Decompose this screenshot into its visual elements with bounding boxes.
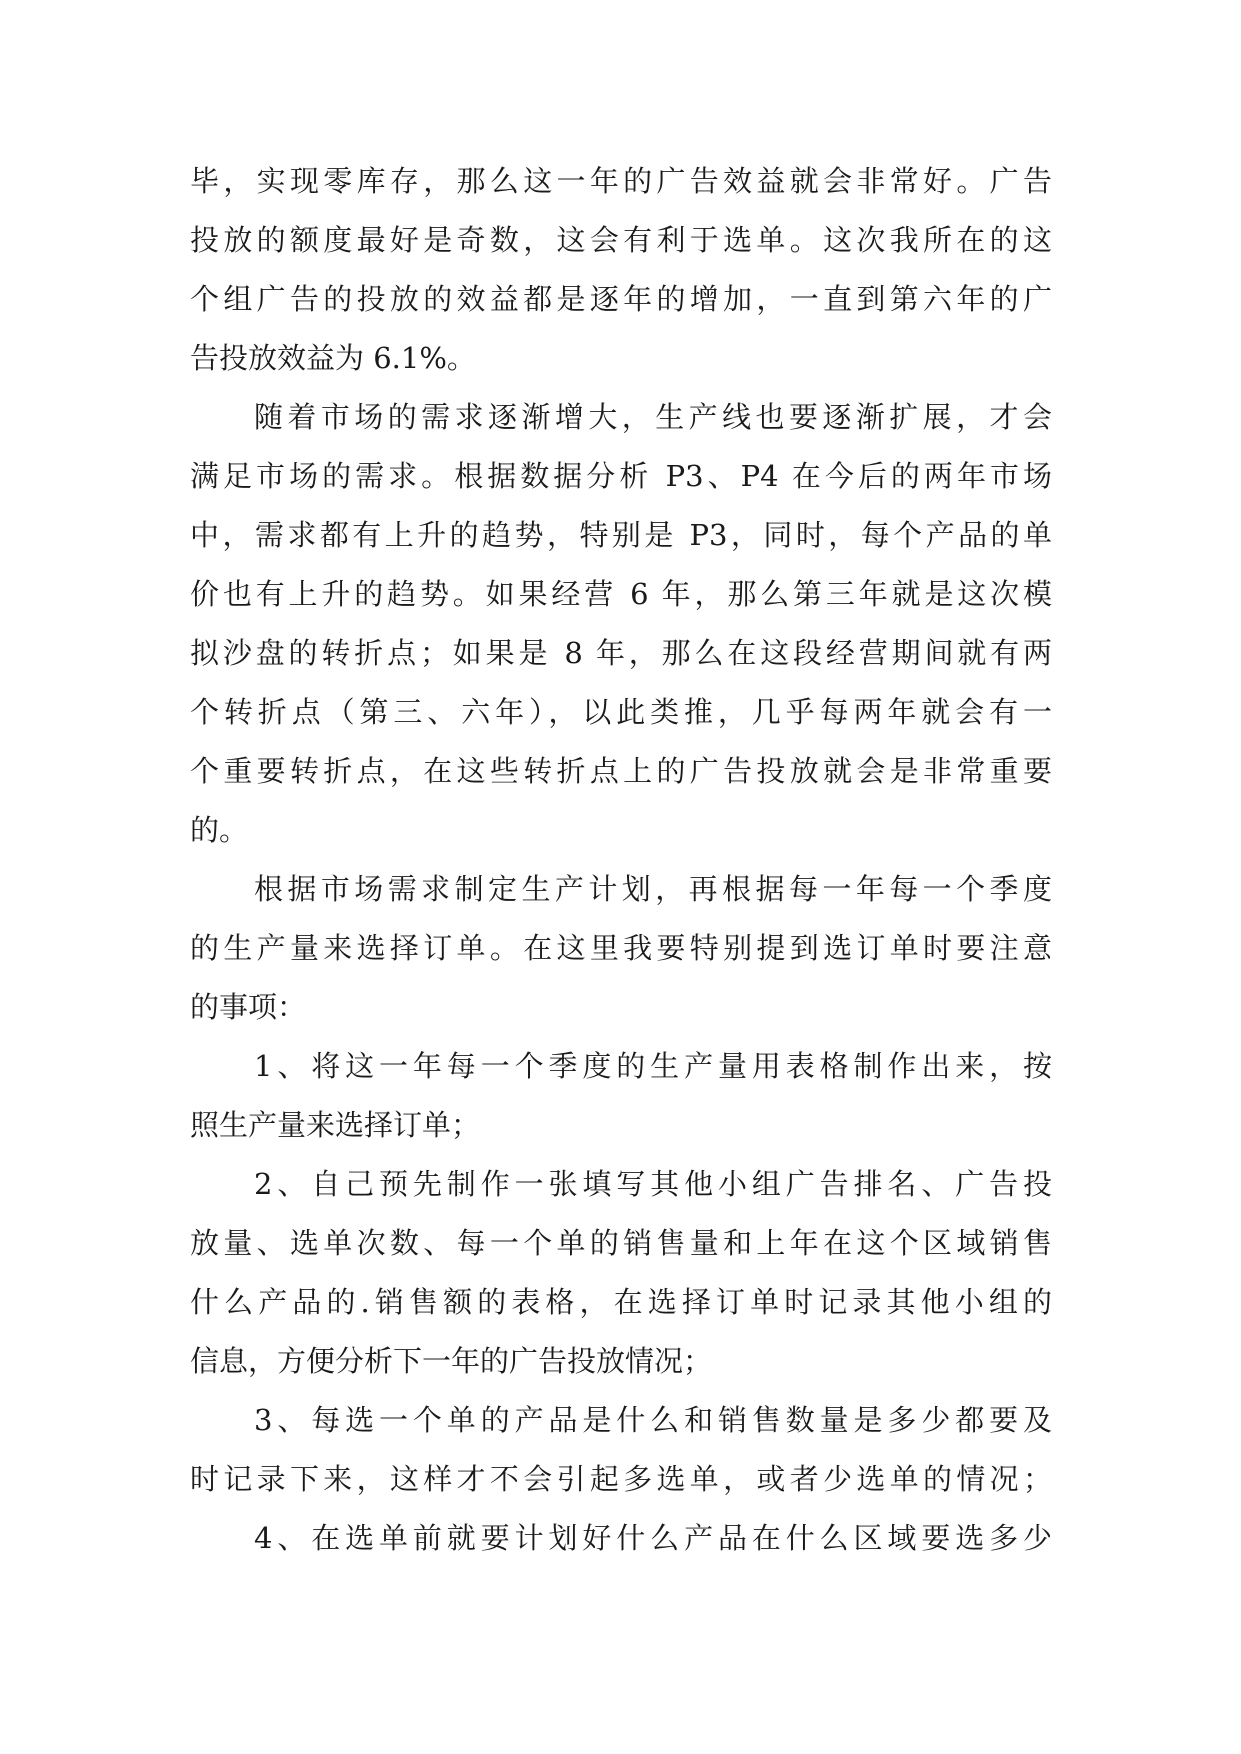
list-item-line: 照生产量来选择订单； [190,1108,481,1142]
paragraph-line: 个转折点（第三、六年），以此类推，几乎每两年就会有一 [190,695,1052,729]
paragraph-line: 的生产量来选择订单。在这里我要特别提到选订单时要注意 [190,931,1052,965]
paragraph-line: 中，需求都有上升的趋势，特别是 P3，同时，每个产品的单 [190,518,1052,552]
paragraph-line: 告投放效益为 6.1%。 [190,341,476,375]
paragraph-line: 价也有上升的趋势。如果经营 6 年，那么第三年就是这次模 [190,577,1052,611]
paragraph-line: 的。 [190,813,249,847]
paragraph-line: 毕，实现零库存，那么这一年的广告效益就会非常好。广告 [190,164,1052,198]
list-item-line: 2、自己预先制作一张填写其他小组广告排名、广告投 [254,1167,1052,1201]
paragraph-line: 个组广告的投放的效益都是逐年的增加，一直到第六年的广 [190,282,1052,316]
list-item-line: 信息，方便分析下一年的广告投放情况； [190,1344,713,1378]
list-item-line: 4、在选单前就要计划好什么产品在什么区域要选多少 [254,1521,1052,1555]
paragraph-line: 满足市场的需求。根据数据分析 P3、P4 在今后的两年市场 [190,459,1052,493]
paragraph-line: 投放的额度最好是奇数，这会有利于选单。这次我所在的这 [190,223,1052,257]
paragraph-line: 随着市场的需求逐渐增大，生产线也要逐渐扩展，才会 [254,400,1052,434]
list-item-line: 时记录下来，这样才不会引起多选单，或者少选单的情况； [190,1462,1052,1496]
paragraph-line: 个重要转折点，在这些转折点上的广告投放就会是非常重要 [190,754,1052,788]
list-item-line: 1、将这一年每一个季度的生产量用表格制作出来，按 [254,1049,1052,1083]
paragraph-line: 拟沙盘的转折点；如果是 8 年，那么在这段经营期间就有两 [190,636,1052,670]
list-item-line: 什么产品的.销售额的表格，在选择订单时记录其他小组的 [190,1285,1052,1319]
paragraph-line: 的事项： [190,990,307,1024]
list-item-line: 放量、选单次数、每一个单的销售量和上年在这个区域销售 [190,1226,1052,1260]
document-body [190,152,1052,1568]
list-item-line: 3、每选一个单的产品是什么和销售数量是多少都要及 [254,1403,1052,1437]
paragraph-line: 根据市场需求制定生产计划，再根据每一年每一个季度 [254,872,1052,906]
